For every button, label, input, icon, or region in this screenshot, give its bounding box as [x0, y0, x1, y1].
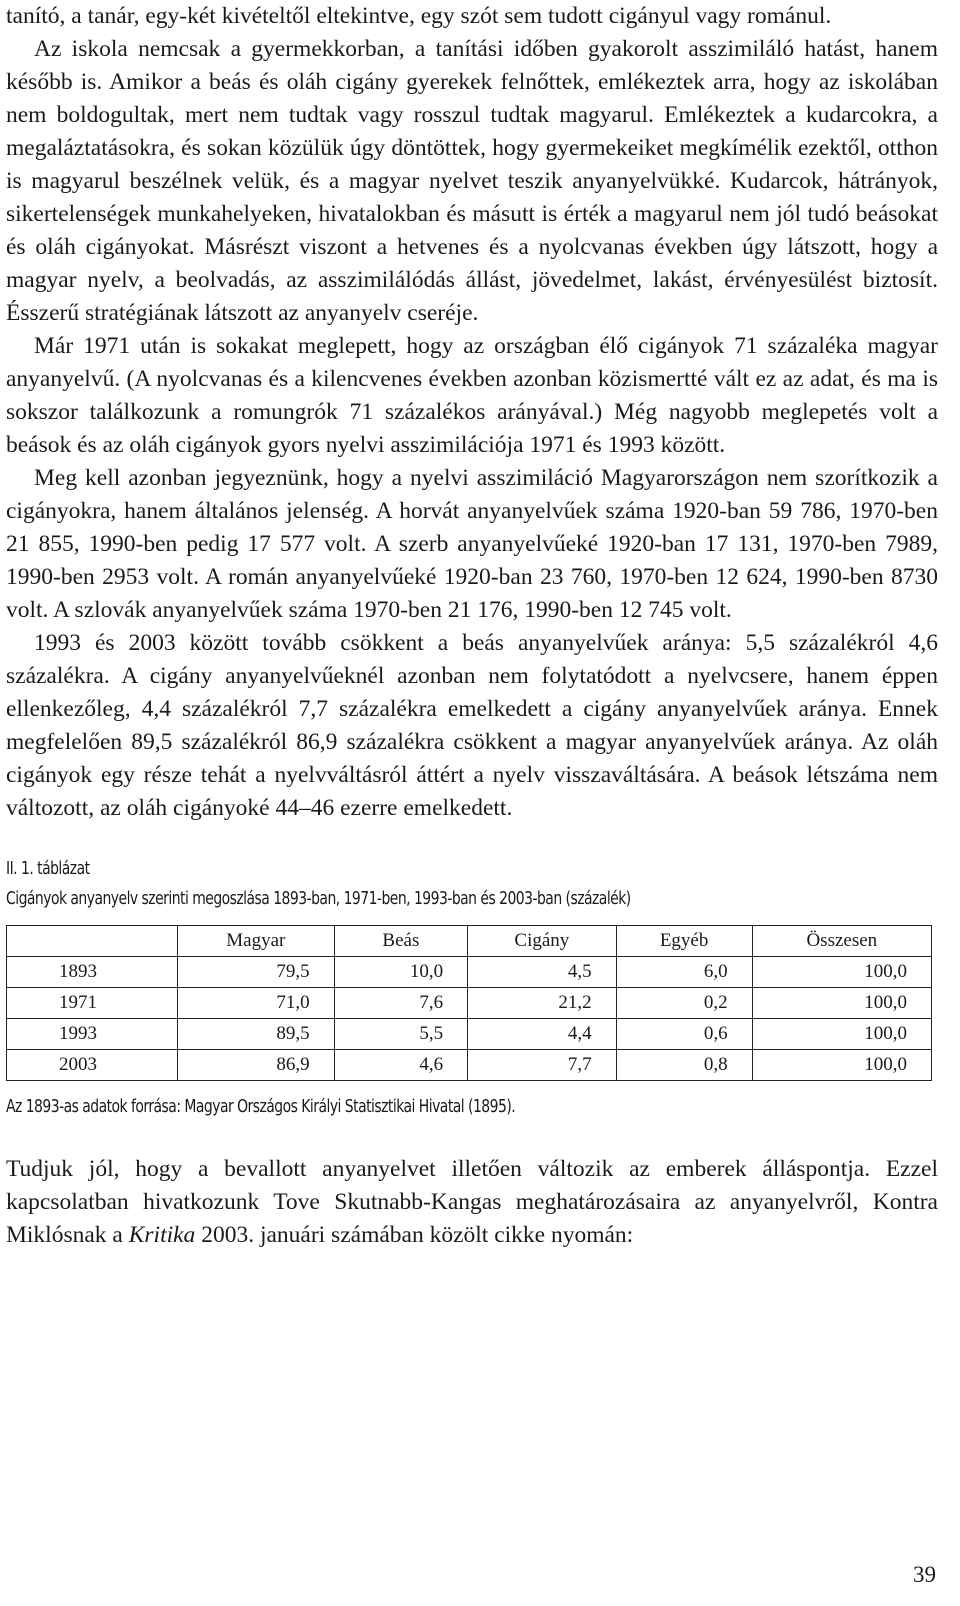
- table-cell: 71,0: [178, 988, 335, 1019]
- table-row: [7, 988, 932, 1019]
- table-source: Az 1893-as adatok forrása: Magyar Országos Királyi Statisztikai Hivatal (1895).: [6, 1096, 516, 1117]
- table-cell: 100,0: [752, 1019, 931, 1050]
- table-cell: 4,5: [468, 957, 616, 988]
- paragraph: Már 1971 után is sokakat meglepett, hogy az országban élő cigányok 71 százaléka magyar anyanyelvű. (A nyolcvanas és a kilencvenes években azonban közismertté vált ez az adat, és ma is sokszor találkozunk a romungrók 71 százalékos arányával.) Még nagyobb meglepetés volt a beások és az oláh cigányok gyors nyelvi asszimilációja 1971 és 1993 között.: [6, 333, 938, 458]
- page-number: 39: [913, 1562, 936, 1587]
- table-row: [7, 1019, 932, 1050]
- table-number: II. 1. táblázat: [6, 858, 90, 879]
- table-cell: 1971: [7, 988, 178, 1019]
- table-cell: 1993: [7, 1019, 178, 1050]
- data-table: [6, 925, 932, 1081]
- table-header-cell: [7, 926, 178, 957]
- table-cell: 7,7: [468, 1050, 616, 1081]
- table-cell: 100,0: [752, 1050, 931, 1081]
- table-cell: 7,6: [334, 988, 467, 1019]
- journal-title: Kritika: [128, 1222, 196, 1248]
- paragraph: Az iskola nemcsak a gyermekkorban, a tanítási időben gyakorolt asszimiláló hatást, hanem később is. Amikor a beás és oláh cigány gyerekek felnőttek, emlékeztek arra, hogy az iskolában nem boldogultak, mert nem tudtak vagy rosszul tudtak magyarul. Emlékeztek a kudarcokra, a megaláztatásokra, és sokan közülük úgy döntöttek, hogy gyermekeiket megkímélik ezektől, otthon is magyarul beszélnek velük, és a magyar nyelvet teszik anyanyelvükké. Kudarcok, hátrányok, sikertelenségek munkahelyeken, hivatalokban és másutt is érték a magyarul nem jól tudó beásokat és oláh cigányokat. Másrészt viszont a hetvenes és a nyolcvanas években úgy látszott, hogy a magyar nyelv, a beolvadás, az asszimilálódás állást, jövedelmet, lakást, érvényesülést biztosít. Ésszerű stratégiának látszott az anyanyelv cseréje.: [6, 36, 938, 326]
- table-header-cell: Magyar: [178, 926, 335, 957]
- table-cell: 5,5: [334, 1019, 467, 1050]
- table-header-cell: Cigány: [468, 926, 616, 957]
- closing-text-end: 2003. januári számában közölt cikke nyomán:: [195, 1222, 634, 1248]
- table-cell: 4,4: [468, 1019, 616, 1050]
- paragraph: [6, 1153, 938, 1252]
- table-cell: 2003: [7, 1050, 178, 1081]
- table-row: [7, 957, 932, 988]
- table-header-cell: Egyéb: [616, 926, 752, 957]
- table-cell: 89,5: [178, 1019, 335, 1050]
- page: [6, 0, 938, 1252]
- table-cell: 100,0: [752, 957, 931, 988]
- table-header-row: [7, 926, 932, 957]
- closing-text-start: Tudjuk jól, hogy a bevallott anyanyelvet illetően változik az emberek álláspontja. Ezzel kapcsolatban hivatkozunk Tove Skutnabb-Kangas meghatározásaira az anyanyelvről, Kontra Miklósnak a: [6, 1156, 938, 1248]
- paragraph: tanító, a tanár, egy-két kivételtől eltekintve, egy szót sem tudott cigányul vagy románul.: [6, 3, 832, 29]
- table-cell: 0,8: [616, 1050, 752, 1081]
- table-cell: 4,6: [334, 1050, 467, 1081]
- table-cell: 10,0: [334, 957, 467, 988]
- table-cell: 1893: [7, 957, 178, 988]
- table-header-cell: Összesen: [752, 926, 931, 957]
- table-cell: 86,9: [178, 1050, 335, 1081]
- table-cell: 79,5: [178, 957, 335, 988]
- body-text: [6, 0, 938, 825]
- closing-paragraph: [6, 1153, 938, 1252]
- table-row: [7, 1050, 932, 1081]
- paragraph: 1993 és 2003 között tovább csökkent a beás anyanyelvűek aránya: 5,5 százalékról 4,6 százalékra. A cigány anyanyelvűeknél azonban nem folytatódott a nyelvcsere, hanem éppen ellenkezőleg, 4,4 százalékról 7,7 százalékra emelkedett a cigány anyanyelvűek aránya. Ennek megfelelően 89,5 százalékról 86,9 százalékra csökkent a magyar anyanyelvűek aránya. Az oláh cigányok egy része tehát a nyelvváltásról áttért a nyelv visszaváltására. A beások létszáma nem változott, az oláh cigányoké 44–46 ezerre emelkedett.: [6, 630, 938, 821]
- table-cell: 0,6: [616, 1019, 752, 1050]
- table-block: [6, 857, 938, 1119]
- paragraph: Meg kell azonban jegyeznünk, hogy a nyelvi asszimiláció Magyarországon nem szorítkozik a cigányokra, hanem általános jelenség. A horvát anyanyelvűek száma 1920-ban 59 786, 1970-ben 21 855, 1990-ben pedig 17 577 volt. A szerb anyanyelvűeké 1920-ban 17 131, 1970-ben 7989, 1990-ben 2953 volt. A román anyanyelvűeké 1920-ban 23 760, 1970-ben 12 624, 1990-ben 8730 volt. A szlovák anyanyelvűek száma 1970-ben 21 176, 1990-ben 12 745 volt.: [6, 465, 938, 623]
- table-cell: 21,2: [468, 988, 616, 1019]
- table-cell: 6,0: [616, 957, 752, 988]
- table-title: Cigányok anyanyelv szerinti megoszlása 1893-ban, 1971-ben, 1993-ban és 2003-ban (százalék): [6, 888, 631, 909]
- table-cell: 100,0: [752, 988, 931, 1019]
- table-cell: 0,2: [616, 988, 752, 1019]
- table-header-cell: Beás: [334, 926, 467, 957]
